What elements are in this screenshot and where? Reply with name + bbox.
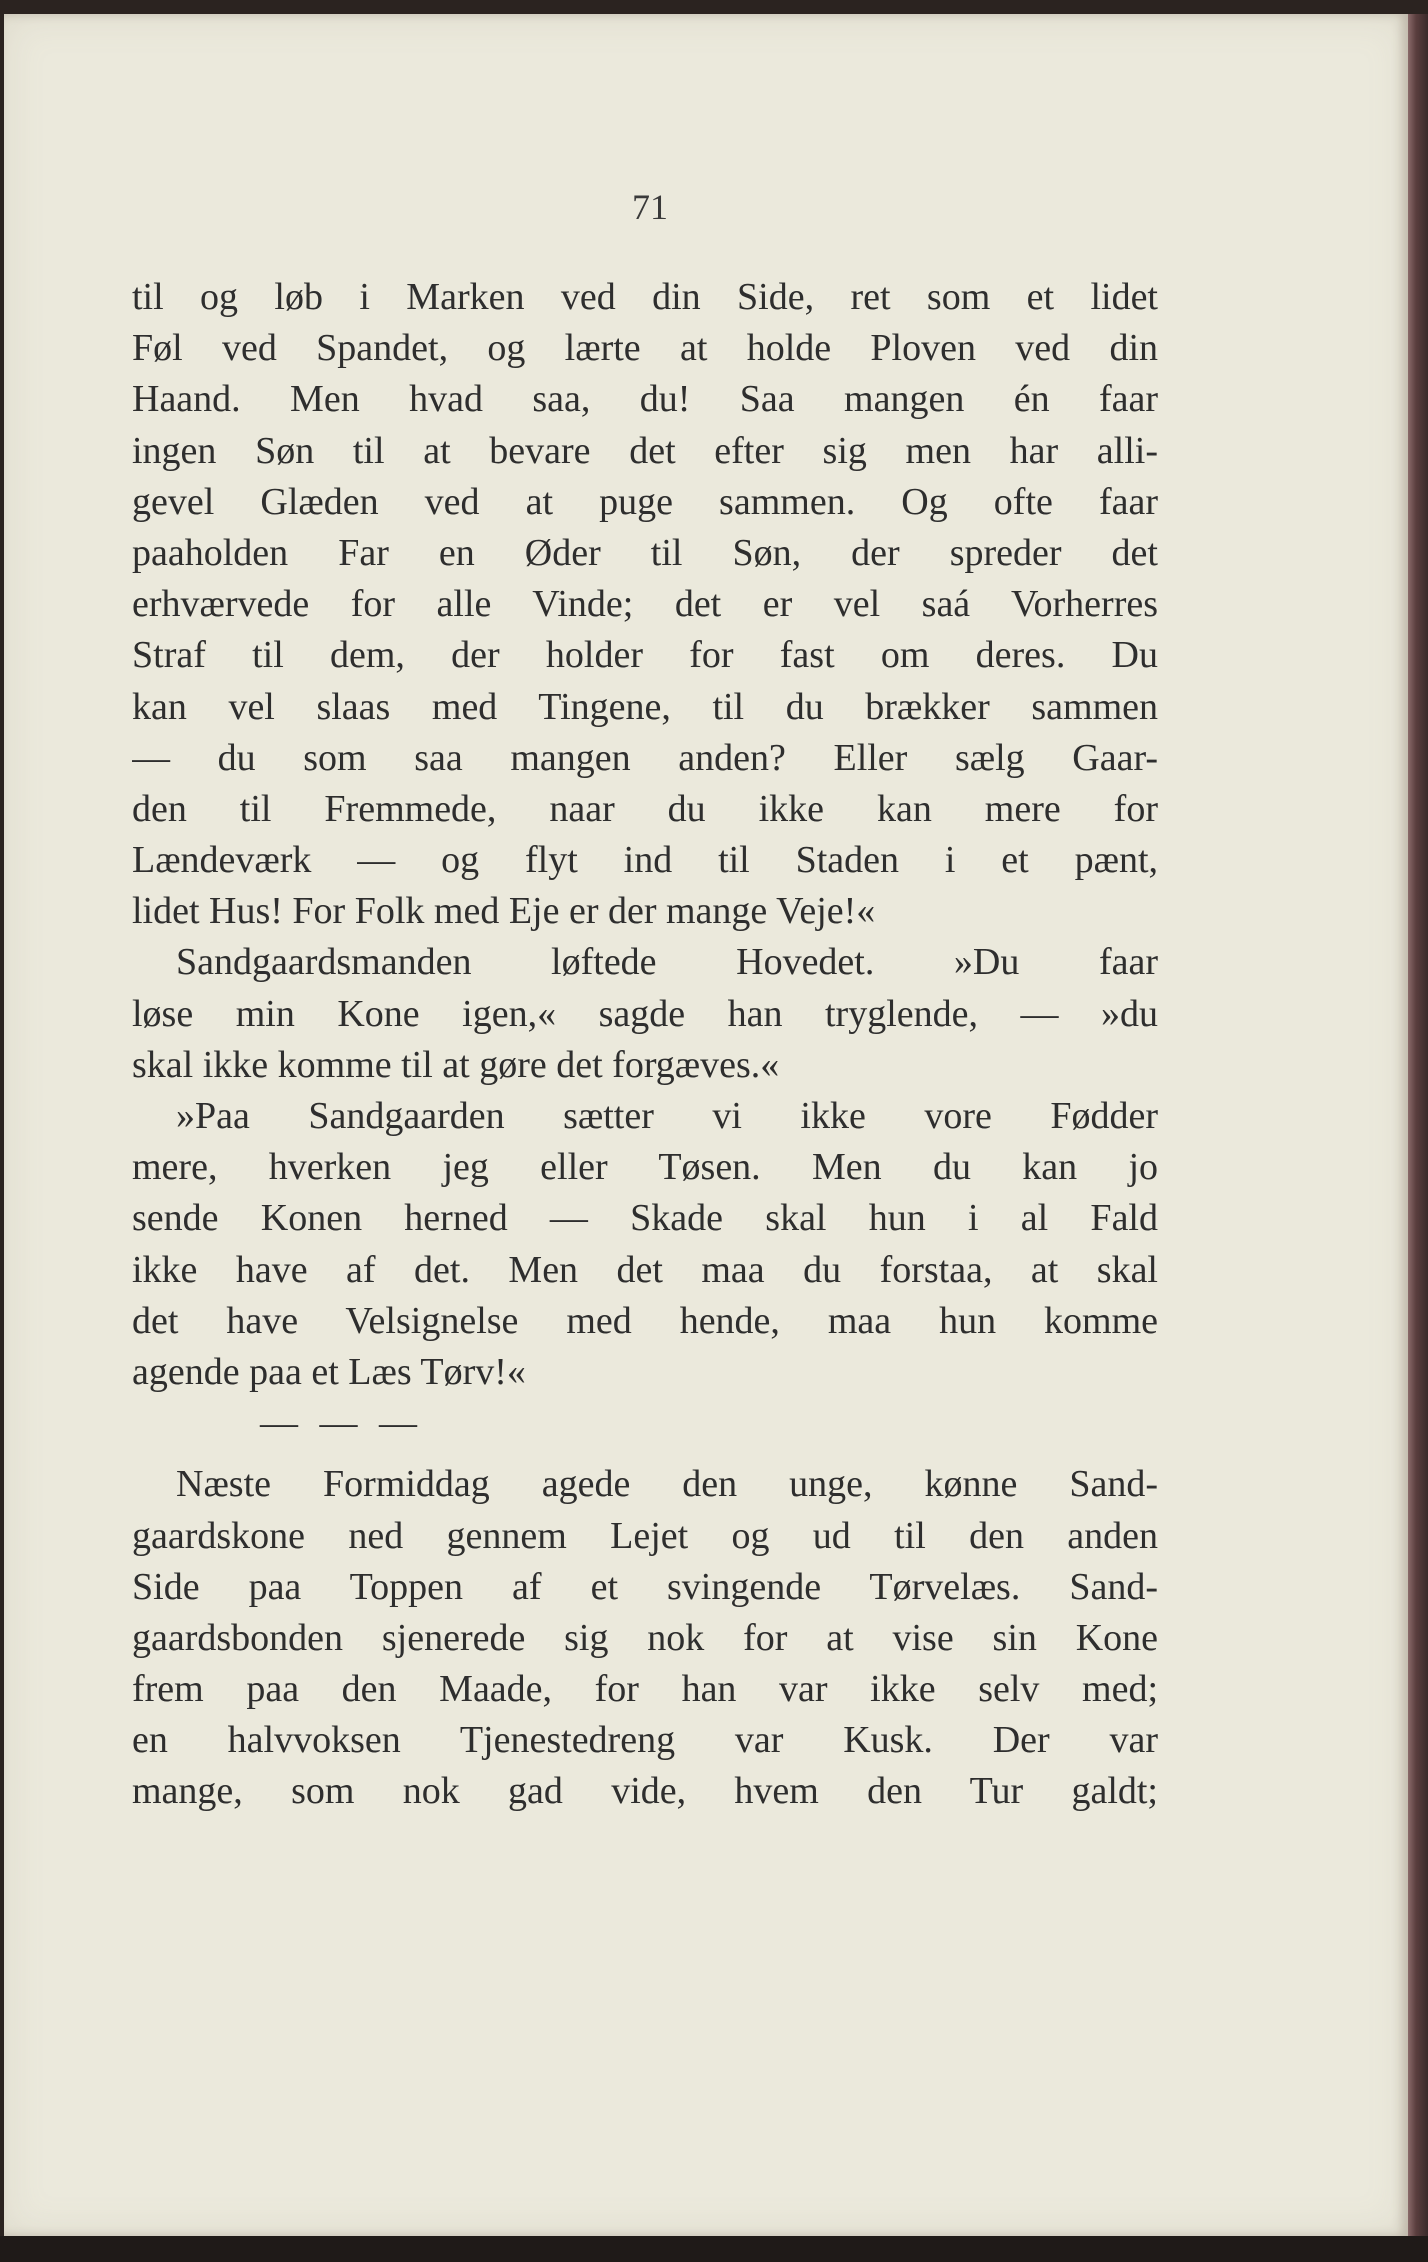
text-line: til og løb i Marken ved din Side, ret som et lidet xyxy=(132,276,1158,318)
text-line: den til Fremmede, naar du ikke kan mere for xyxy=(132,787,1158,830)
text-line: en halvvoksen Tjenestedreng var Kusk. Der var xyxy=(132,1719,1158,1762)
section-separator: — — — xyxy=(260,1402,423,1445)
text-line: Side paa Toppen af et svingende Tørvelæs. Sand- xyxy=(132,1565,1158,1608)
text-line: kan vel slaas med Tingene, til du brækker sammen xyxy=(132,685,1158,728)
text-line: gaardsbonden sjenerede sig nok for at vise sin Kone xyxy=(132,1616,1158,1659)
text-line: løse min Kone igen,« sagde han tryglende, — »du xyxy=(132,992,1158,1035)
page-number: 71 xyxy=(632,187,668,227)
text-line: skal ikke komme til at gøre det forgæves.« xyxy=(132,1043,780,1086)
text-line: gaardskone ned gennem Lejet og ud til den anden xyxy=(132,1514,1158,1557)
text-line: Straf til dem, der holder for fast om deres. Du xyxy=(132,634,1158,677)
text-line: Føl ved Spandet, og lærte at holde Ploven ved din xyxy=(132,327,1158,370)
book-spine-edge xyxy=(1408,14,1428,2236)
text-line: frem paa den Maade, for han var ikke selv med; xyxy=(132,1668,1158,1711)
text-line: mange, som nok gad vide, hvem den Tur galdt; xyxy=(132,1770,1158,1813)
text-line: det have Velsignelse med hende, maa hun komme xyxy=(132,1299,1158,1342)
text-line: Haand. Men hvad saa, du! Saa mangen én faar xyxy=(132,378,1158,421)
text-line: ingen Søn til at bevare det efter sig men har alli- xyxy=(132,429,1158,472)
text-line: ikke have af det. Men det maa du forstaa, at skal xyxy=(132,1248,1158,1291)
text-line: Lændeværk — og flyt ind til Staden i et pænt, xyxy=(132,839,1158,882)
text-line: Sandgaardsmanden løftede Hovedet. »Du faar xyxy=(176,941,1158,984)
text-line: sende Konen herned — Skade skal hun i al Fald xyxy=(132,1197,1158,1240)
scan-bottom-edge xyxy=(0,2236,1428,2262)
text-line: Næste Formiddag agede den unge, kønne Sand- xyxy=(176,1463,1158,1506)
text-line: gevel Glæden ved at puge sammen. Og ofte faar xyxy=(132,480,1158,523)
text-line: mere, hverken jeg eller Tøsen. Men du kan jo xyxy=(132,1146,1158,1189)
text-line: paaholden Far en Øder til Søn, der spreder det xyxy=(132,531,1158,574)
text-line: — du som saa mangen anden? Eller sælg Gaar- xyxy=(132,736,1158,779)
text-line: erhværvede for alle Vinde; det er vel saá Vorherres xyxy=(132,583,1158,626)
body-text xyxy=(132,272,1158,1818)
text-line: »Paa Sandgaarden sætter vi ikke vore Fødder xyxy=(176,1095,1158,1137)
text-line: lidet Hus! For Folk med Eje er der mange Veje!« xyxy=(132,890,876,933)
text-line: agende paa et Læs Tørv!« xyxy=(132,1350,526,1393)
